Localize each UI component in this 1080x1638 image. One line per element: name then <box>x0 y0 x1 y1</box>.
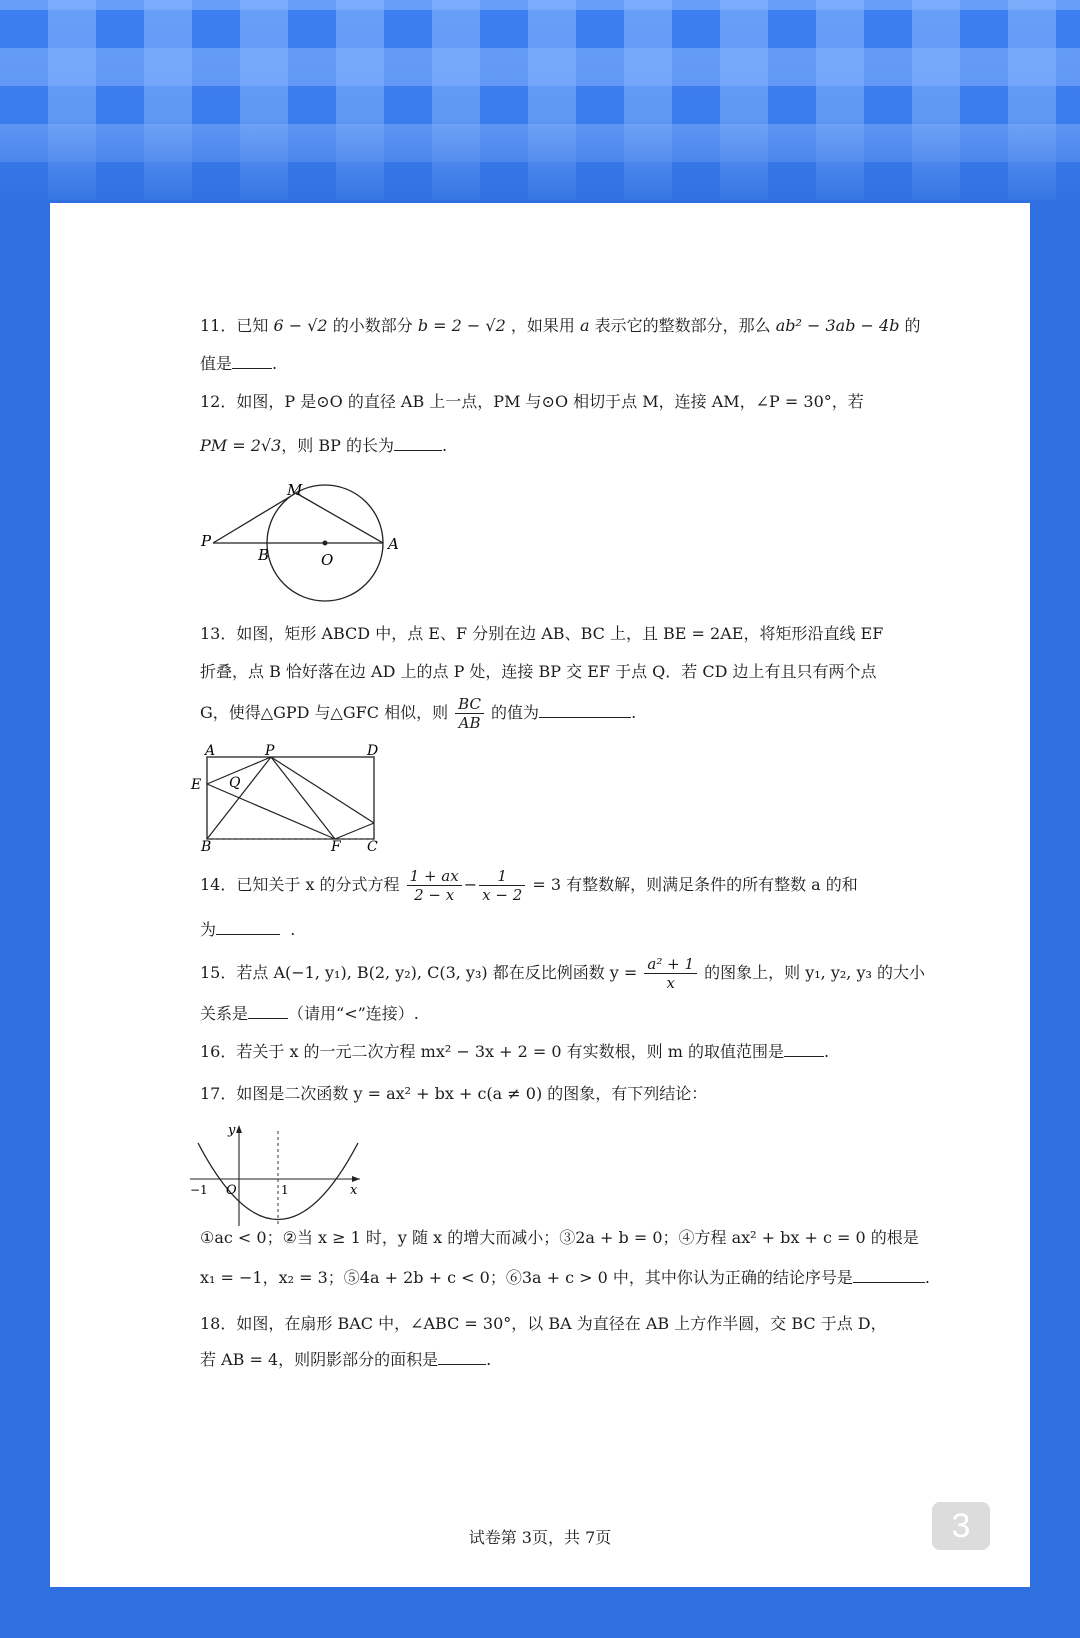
question-11-line-2 <box>200 353 277 375</box>
question-18-line-2 <box>200 1349 491 1371</box>
label-q: Q <box>229 775 241 791</box>
label-d: D <box>367 743 379 759</box>
q14-period: . <box>290 920 296 939</box>
label-c: C <box>367 839 378 851</box>
fraction-1 <box>407 867 462 904</box>
fraction-denominator: 2 − x <box>414 886 455 904</box>
segment-fg <box>335 823 374 839</box>
q17-text: ①ac < 0；②当 x ≥ 1 时，y 随 x 的增大而减小；③2a + b = 0；④方程 ax² + bx + c = 0 的根是 <box>200 1228 919 1247</box>
answer-blank[interactable] <box>539 703 631 718</box>
q13-text: 的值为 <box>491 703 540 722</box>
q12-text: 12．如图，P 是⊙O 的直径 AB 上一点，PM 与⊙O 相切于点 M，连接 AM，∠P = 30°，若 <box>200 392 864 411</box>
fraction-denominator: x <box>666 974 675 992</box>
label-b: B <box>258 546 270 564</box>
q13-text: G，使得△GPD 与△GFC 相似，则 <box>200 703 449 722</box>
label-a: A <box>205 743 216 759</box>
header-fade <box>0 0 1080 200</box>
q14-text: = 3 有整数解，则满足条件的所有整数 a 的和 <box>532 875 858 894</box>
fold-line-ef <box>207 784 335 839</box>
label-1: 1 <box>281 1183 289 1197</box>
question-15-line-2 <box>200 1003 419 1025</box>
label-x: x <box>350 1183 358 1198</box>
segment-pg <box>271 757 374 823</box>
segment-bp <box>207 757 271 839</box>
question-13-line-3 <box>200 695 636 732</box>
segment-pf <box>271 757 335 839</box>
figure-q17-parabola <box>190 1121 380 1231</box>
answer-blank[interactable] <box>394 436 442 451</box>
question-16 <box>200 1041 829 1063</box>
question-12-line-1 <box>200 391 864 413</box>
answer-blank[interactable] <box>232 354 272 369</box>
question-14-line-1 <box>200 867 858 904</box>
q12-expression: PM = 2√3 <box>200 436 282 455</box>
fraction-numerator: BC <box>455 695 484 714</box>
exam-paper-page <box>50 203 1030 1587</box>
question-15-line-1 <box>200 955 925 992</box>
fraction-a2-plus-1-over-x <box>644 955 697 992</box>
page-footer: 试卷第 3页，共 7页 <box>468 1528 612 1547</box>
q15-text: 关系是 <box>200 1004 249 1023</box>
q11-expression: b = 2 − √2 <box>417 316 506 335</box>
chord-ma <box>296 493 383 543</box>
q15-text: 的图象上，则 y₁, y₂, y₃ 的大小 <box>704 963 926 982</box>
question-17-line-1 <box>200 1083 707 1105</box>
q14-text: 为 <box>200 920 217 939</box>
label-o: O <box>321 551 334 569</box>
q15-text: （请用“<”连接）. <box>288 1004 419 1023</box>
fraction-numerator: 1 <box>479 867 525 886</box>
label-y: y <box>228 1123 236 1138</box>
q14-text: 14．已知关于 x 的分式方程 <box>200 875 400 894</box>
tangent-pm <box>213 493 296 543</box>
q11-text: 的小数部分 <box>332 316 413 335</box>
label-a: A <box>388 535 399 553</box>
q11-variable: a <box>579 316 590 335</box>
q16-period: . <box>823 1042 830 1061</box>
fraction-numerator: a² + 1 <box>644 955 697 974</box>
page-number-badge: 3 <box>932 1502 990 1550</box>
label-e: E <box>191 777 202 793</box>
q11-text: 的 <box>904 316 921 335</box>
q11-expression: 6 − √2 <box>273 316 328 335</box>
q12-period: . <box>441 436 448 455</box>
fraction-bc-over-ab <box>455 695 484 732</box>
fraction-numerator: 1 + ax <box>407 867 462 886</box>
answer-blank[interactable] <box>438 1350 486 1365</box>
q13-text: 13．如图，矩形 ABCD 中，点 E、F 分别在边 AB、BC 上，且 BE = 2AE，将矩形沿直线 EF <box>200 624 884 643</box>
q11-text: 11．已知 <box>200 316 269 335</box>
q11-period: . <box>272 354 278 373</box>
label-p: P <box>201 532 212 550</box>
figure-q13-folded-rectangle <box>185 743 395 851</box>
question-11-line-1 <box>200 315 921 337</box>
answer-blank[interactable] <box>248 1004 288 1019</box>
y-axis-arrow <box>236 1125 242 1133</box>
q15-text: 15．若点 A(−1, y₁), B(2, y₂), C(3, y₃) 都在反比例函数 y = <box>200 963 638 982</box>
fraction-2 <box>479 867 525 904</box>
label-b: B <box>201 839 212 851</box>
q11-expression: ab² − 3ab − 4b <box>775 316 900 335</box>
label-m: M <box>287 481 303 499</box>
q18-period: . <box>486 1350 492 1369</box>
fraction-denominator: AB <box>458 714 481 732</box>
x-axis-arrow <box>352 1176 360 1182</box>
q13-period: . <box>631 703 637 722</box>
question-14-line-2 <box>200 919 295 941</box>
label-p: P <box>265 743 275 759</box>
center-point <box>323 541 328 546</box>
q18-text: 18．如图，在扇形 BAC 中，∠ABC = 30°，以 BA 为直径在 AB 上方作半圆，交 BC 于点 D， <box>200 1314 887 1333</box>
q17-text: x₁ = −1，x₂ = 3；⑤4a + 2b + c < 0；⑥3a + c > 0 中，其中你认为正确的结论序号是 <box>200 1268 853 1287</box>
question-18-line-1 <box>200 1313 887 1335</box>
q16-text: 16．若关于 x 的一元二次方程 mx² − 3x + 2 = 0 有实数根，则 m 的取值范围是 <box>200 1042 784 1061</box>
q13-text: 折叠，点 B 恰好落在边 AD 上的点 P 处，连接 BP 交 EF 于点 Q．若 CD 边上有且只有两个点 <box>200 662 877 681</box>
question-13-line-1 <box>200 623 883 645</box>
label-f: F <box>331 839 341 851</box>
question-12-line-2 <box>200 435 447 457</box>
question-17-line-2 <box>200 1227 919 1249</box>
fraction-denominator: x − 2 <box>482 886 523 904</box>
minus-sign: − <box>463 875 478 894</box>
question-13-line-2 <box>200 661 877 683</box>
answer-blank[interactable] <box>216 920 280 935</box>
q11-text: 表示它的整数部分，那么 <box>594 316 771 335</box>
q17-text: 17．如图是二次函数 y = ax² + bx + c(a ≠ 0) 的图象，有下列结论： <box>200 1084 708 1103</box>
q17-period: . <box>924 1268 931 1287</box>
q18-text: 若 AB = 4，则阴影部分的面积是 <box>200 1350 439 1369</box>
answer-blank[interactable] <box>784 1042 824 1057</box>
label-o: O <box>226 1183 237 1198</box>
q12-text: ，则 BP 的长为 <box>281 436 394 455</box>
figure-q12-circle-tangent <box>195 478 445 618</box>
question-17-line-3 <box>200 1267 930 1289</box>
q11-text: 值是 <box>200 354 233 373</box>
label-neg1: −1 <box>190 1183 208 1197</box>
answer-blank[interactable] <box>853 1268 925 1283</box>
q11-text: ，如果用 <box>510 316 575 335</box>
